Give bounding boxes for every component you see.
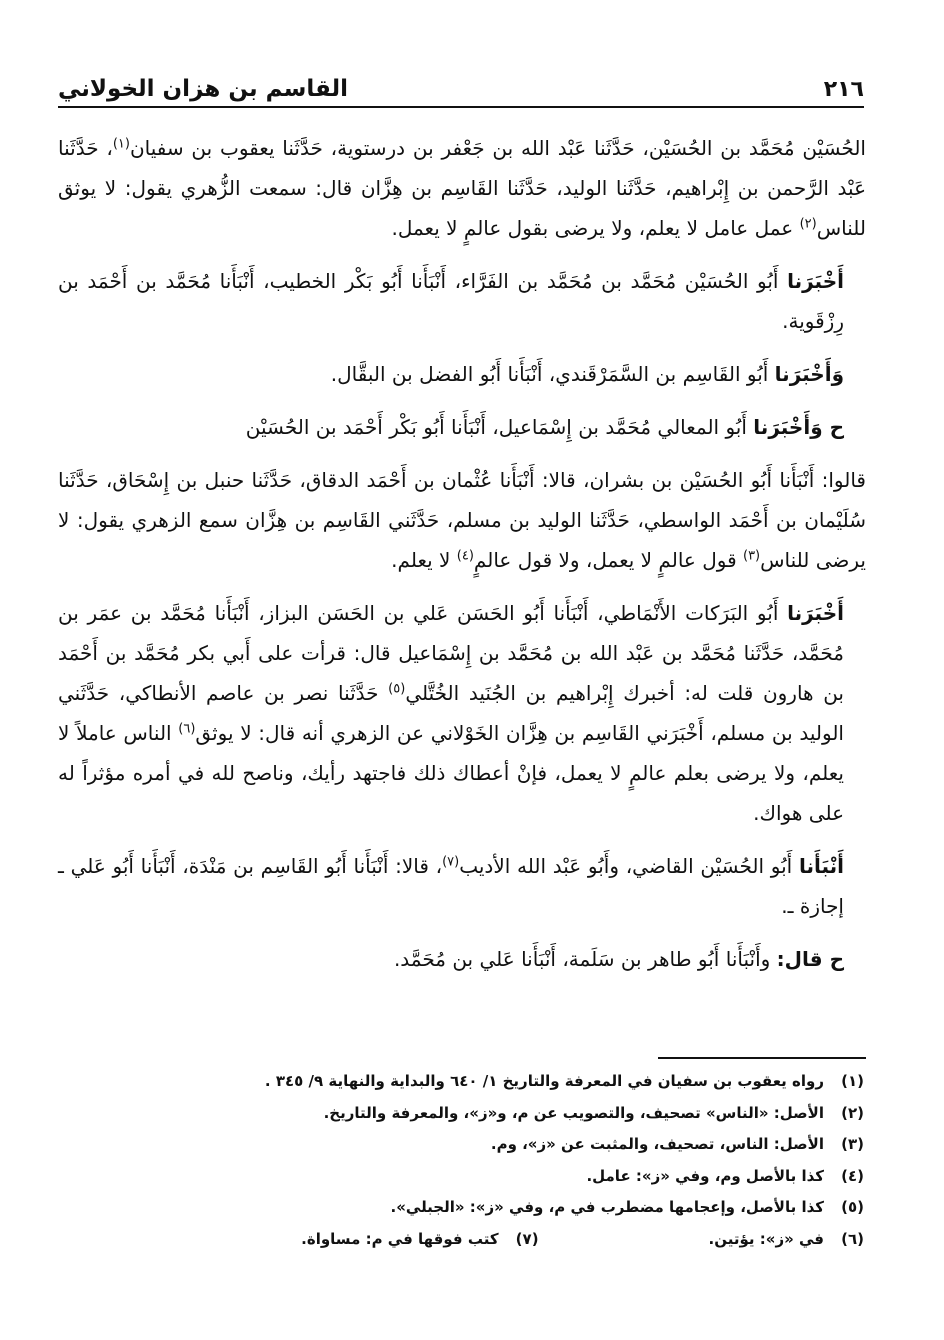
header-divider bbox=[58, 106, 864, 108]
paragraph-lead-word: أَخْبَرَنا bbox=[787, 269, 844, 293]
paragraph-text: قول عالمٍ لا يعمل، ولا قول عالمٍ bbox=[473, 548, 743, 572]
paragraph-text: أَبُو القَاسِم بن السَّمَرْقَندي، أَنْبَأَنا أَبُو الفضل بن البقَّال. bbox=[330, 362, 775, 386]
paragraph-lead-word: ح وَأَخْبَرَنا bbox=[753, 415, 844, 439]
paragraph-lead-word: أَخْبَرَنا bbox=[787, 601, 844, 625]
paragraph bbox=[58, 939, 866, 979]
paragraph-lead-word: ح قال: bbox=[776, 947, 844, 971]
paragraph-text: الحُسَيْن مُحَمَّد بن الحُسَيْن، حَدَّثَنا عَبْد الله بن جَعْفر بن درستوية، حَدَّثَنا يعقوب بن سفيان bbox=[129, 136, 866, 160]
paragraph-lead-word: وَأَخْبَرَنا bbox=[774, 362, 844, 386]
paragraph-text: أَبُو البَرَكات الأَنْمَاطي، أَنْبَأَنا أَبُو الحَسَن عَلي بن الحَسَن البزاز، أَنْبَأَنا مُحَمَّد بن عمَر بن مُحَمَّد، حَدَّثَنا مُحَمَّد بن عَبْد الله بن مُحَمَّد بن إِسْمَاعيل قال: قرأت على أَبي بكر مُحَمَّد بن أَحْمَد بن هارون قلت له: أخبرك إِبْراهيم بن الجُنَيد الخُتَّلي bbox=[58, 601, 844, 705]
footnote-text: كذا بالأصل، وإعجامها مضطرب في م، وفي «ز»: «الجبلي». bbox=[390, 1198, 824, 1216]
footnote bbox=[301, 1224, 538, 1256]
footnote-divider bbox=[658, 1057, 866, 1059]
page-header bbox=[58, 62, 864, 102]
paragraph bbox=[58, 593, 866, 833]
footnote bbox=[709, 1224, 864, 1256]
footnote-number: (٢) bbox=[841, 1103, 864, 1122]
footnotes bbox=[58, 1066, 864, 1255]
footnote-text: رواه يعقوب بن سفيان في المعرفة والتاريخ ١/ ٦٤٠ والبداية والنهاية ٩/ ٣٤٥ . bbox=[264, 1072, 824, 1090]
paragraph-text: لا يعلم. bbox=[391, 548, 457, 572]
paragraph-text: قالوا: أَنْبَأَنا أَبُو الحُسَيْن بن بشران، قالا: أَنْبَأَنا عُثْمان بن أَحْمَد الدقاق، حَدَّثَنا حنبل بن إِسْحَاق، حَدَّثَنا سُلَيْمان بن أَحْمَد الواسطي، حَدَّثَنا الوليد بن مسلم، حَدَّثَني القَاسِم بن هِزَّان سمع الزهري يقول: لا يرضى للناس bbox=[58, 468, 866, 572]
paragraph bbox=[58, 460, 866, 580]
footnote-number: (٦) bbox=[841, 1229, 864, 1248]
paragraph-text: الناس عاملاً لا يعلم، ولا يرضى بعلم عالمٍ لا يعمل، فإنْ أعطاك ذلك فاجتهد رأيك، وناصح لله في أمره مؤثراً له على هواك. bbox=[58, 721, 844, 825]
paragraph-text: أَبُو الحُسَيْن القاضي، وأَبُو عَبْد الله الأديب bbox=[459, 854, 799, 878]
paragraph-text: ، حَدَّثَنا عَبْد الرَّحمن بن إِبْراهيم، حَدَّثَنا الوليد، حَدَّثَنا القَاسِم بن هِزَّان قال: سمعت الزُّهري يقول: لا يوثق للناس bbox=[58, 136, 866, 240]
paragraph-text: ، قالا: أَنْبَأَنا أَبُو القَاسِم بن مَنْدَة، أَنْبَأَنا أَبُو عَلي ـ إجازة ـ. bbox=[58, 854, 844, 918]
footnote bbox=[58, 1161, 864, 1193]
paragraph-text: حَدَّثَنا نصر بن عاصم الأنطاكي، حَدَّثَني الوليد بن مسلم، أَخْبَرَني القَاسِم بن هِزَّان الخَوْلاني عن الزهري أنه قال: لا يوثق bbox=[58, 681, 844, 745]
footnote bbox=[58, 1066, 864, 1098]
footnote-number: (٥) bbox=[841, 1198, 864, 1216]
footnote-row bbox=[58, 1224, 864, 1256]
paragraph-lead-word: أَنْبَأَنا bbox=[798, 854, 844, 878]
footnote-number: (٧) bbox=[515, 1229, 539, 1248]
footnote-reference: (٢) bbox=[799, 216, 817, 232]
paragraph bbox=[58, 846, 866, 926]
footnote-reference: (٦) bbox=[178, 721, 196, 737]
footnote-text: الأصل: «الناس» تصحيف، والتصويب عن م، و«ز»، والمعرفة والتاريخ. bbox=[323, 1103, 824, 1122]
footnote bbox=[58, 1192, 864, 1224]
footnote-gap bbox=[579, 1224, 669, 1256]
page-number: ٢١٦ bbox=[823, 77, 864, 102]
footnote-reference: (٣) bbox=[742, 548, 761, 564]
paragraph bbox=[58, 128, 866, 248]
footnote-reference: (٤) bbox=[456, 548, 474, 564]
running-title: القاسم بن هزان الخولاني bbox=[58, 76, 349, 102]
paragraph-text: أَبُو المعالي مُحَمَّد بن إِسْمَاعيل، أَنْبَأَنا أَبُو بَكْر أَحْمَد بن الحُسَيْن bbox=[245, 415, 754, 439]
main-text bbox=[58, 128, 866, 992]
footnote-reference: (٧) bbox=[442, 854, 460, 870]
footnote-text: في «ز»: يؤتين. bbox=[708, 1229, 824, 1248]
footnote-number: (٣) bbox=[841, 1135, 864, 1153]
footnote-text: كذا بالأصل وم، وفي «ز»: عامل. bbox=[586, 1166, 824, 1185]
footnote-number: (١) bbox=[841, 1072, 864, 1090]
paragraph-text: وأَنْبَأَنا أَبُو طاهر بن سَلَمة، أَنْبَأَنا عَلي بن مُحَمَّد. bbox=[393, 947, 777, 971]
footnote-text: كتب فوقها في م: مساواة. bbox=[301, 1229, 499, 1248]
paragraph-text: أَبُو الحُسَيْن مُحَمَّد بن مُحَمَّد بن الفَرَّاء، أَنْبَأَنا أَبُو بَكْر الخطيب، أَنْبَأَنا مُحَمَّد بن أَحْمَد بن رِزْقَوية. bbox=[58, 269, 844, 333]
paragraph bbox=[58, 261, 866, 341]
footnote-number: (٤) bbox=[841, 1166, 864, 1185]
footnote-text: الأصل: الناس، تصحيف، والمثبت عن «ز»، وم. bbox=[490, 1135, 824, 1153]
footnote-reference: (١) bbox=[112, 136, 130, 152]
footnote bbox=[58, 1098, 864, 1130]
paragraph bbox=[58, 407, 866, 447]
footnote bbox=[58, 1129, 864, 1161]
paragraph bbox=[58, 354, 866, 394]
footnote-reference: (٥) bbox=[388, 681, 406, 697]
paragraph-text: عمل عامل لا يعلم، ولا يرضى بقول عالمٍ لا يعمل. bbox=[391, 216, 800, 240]
